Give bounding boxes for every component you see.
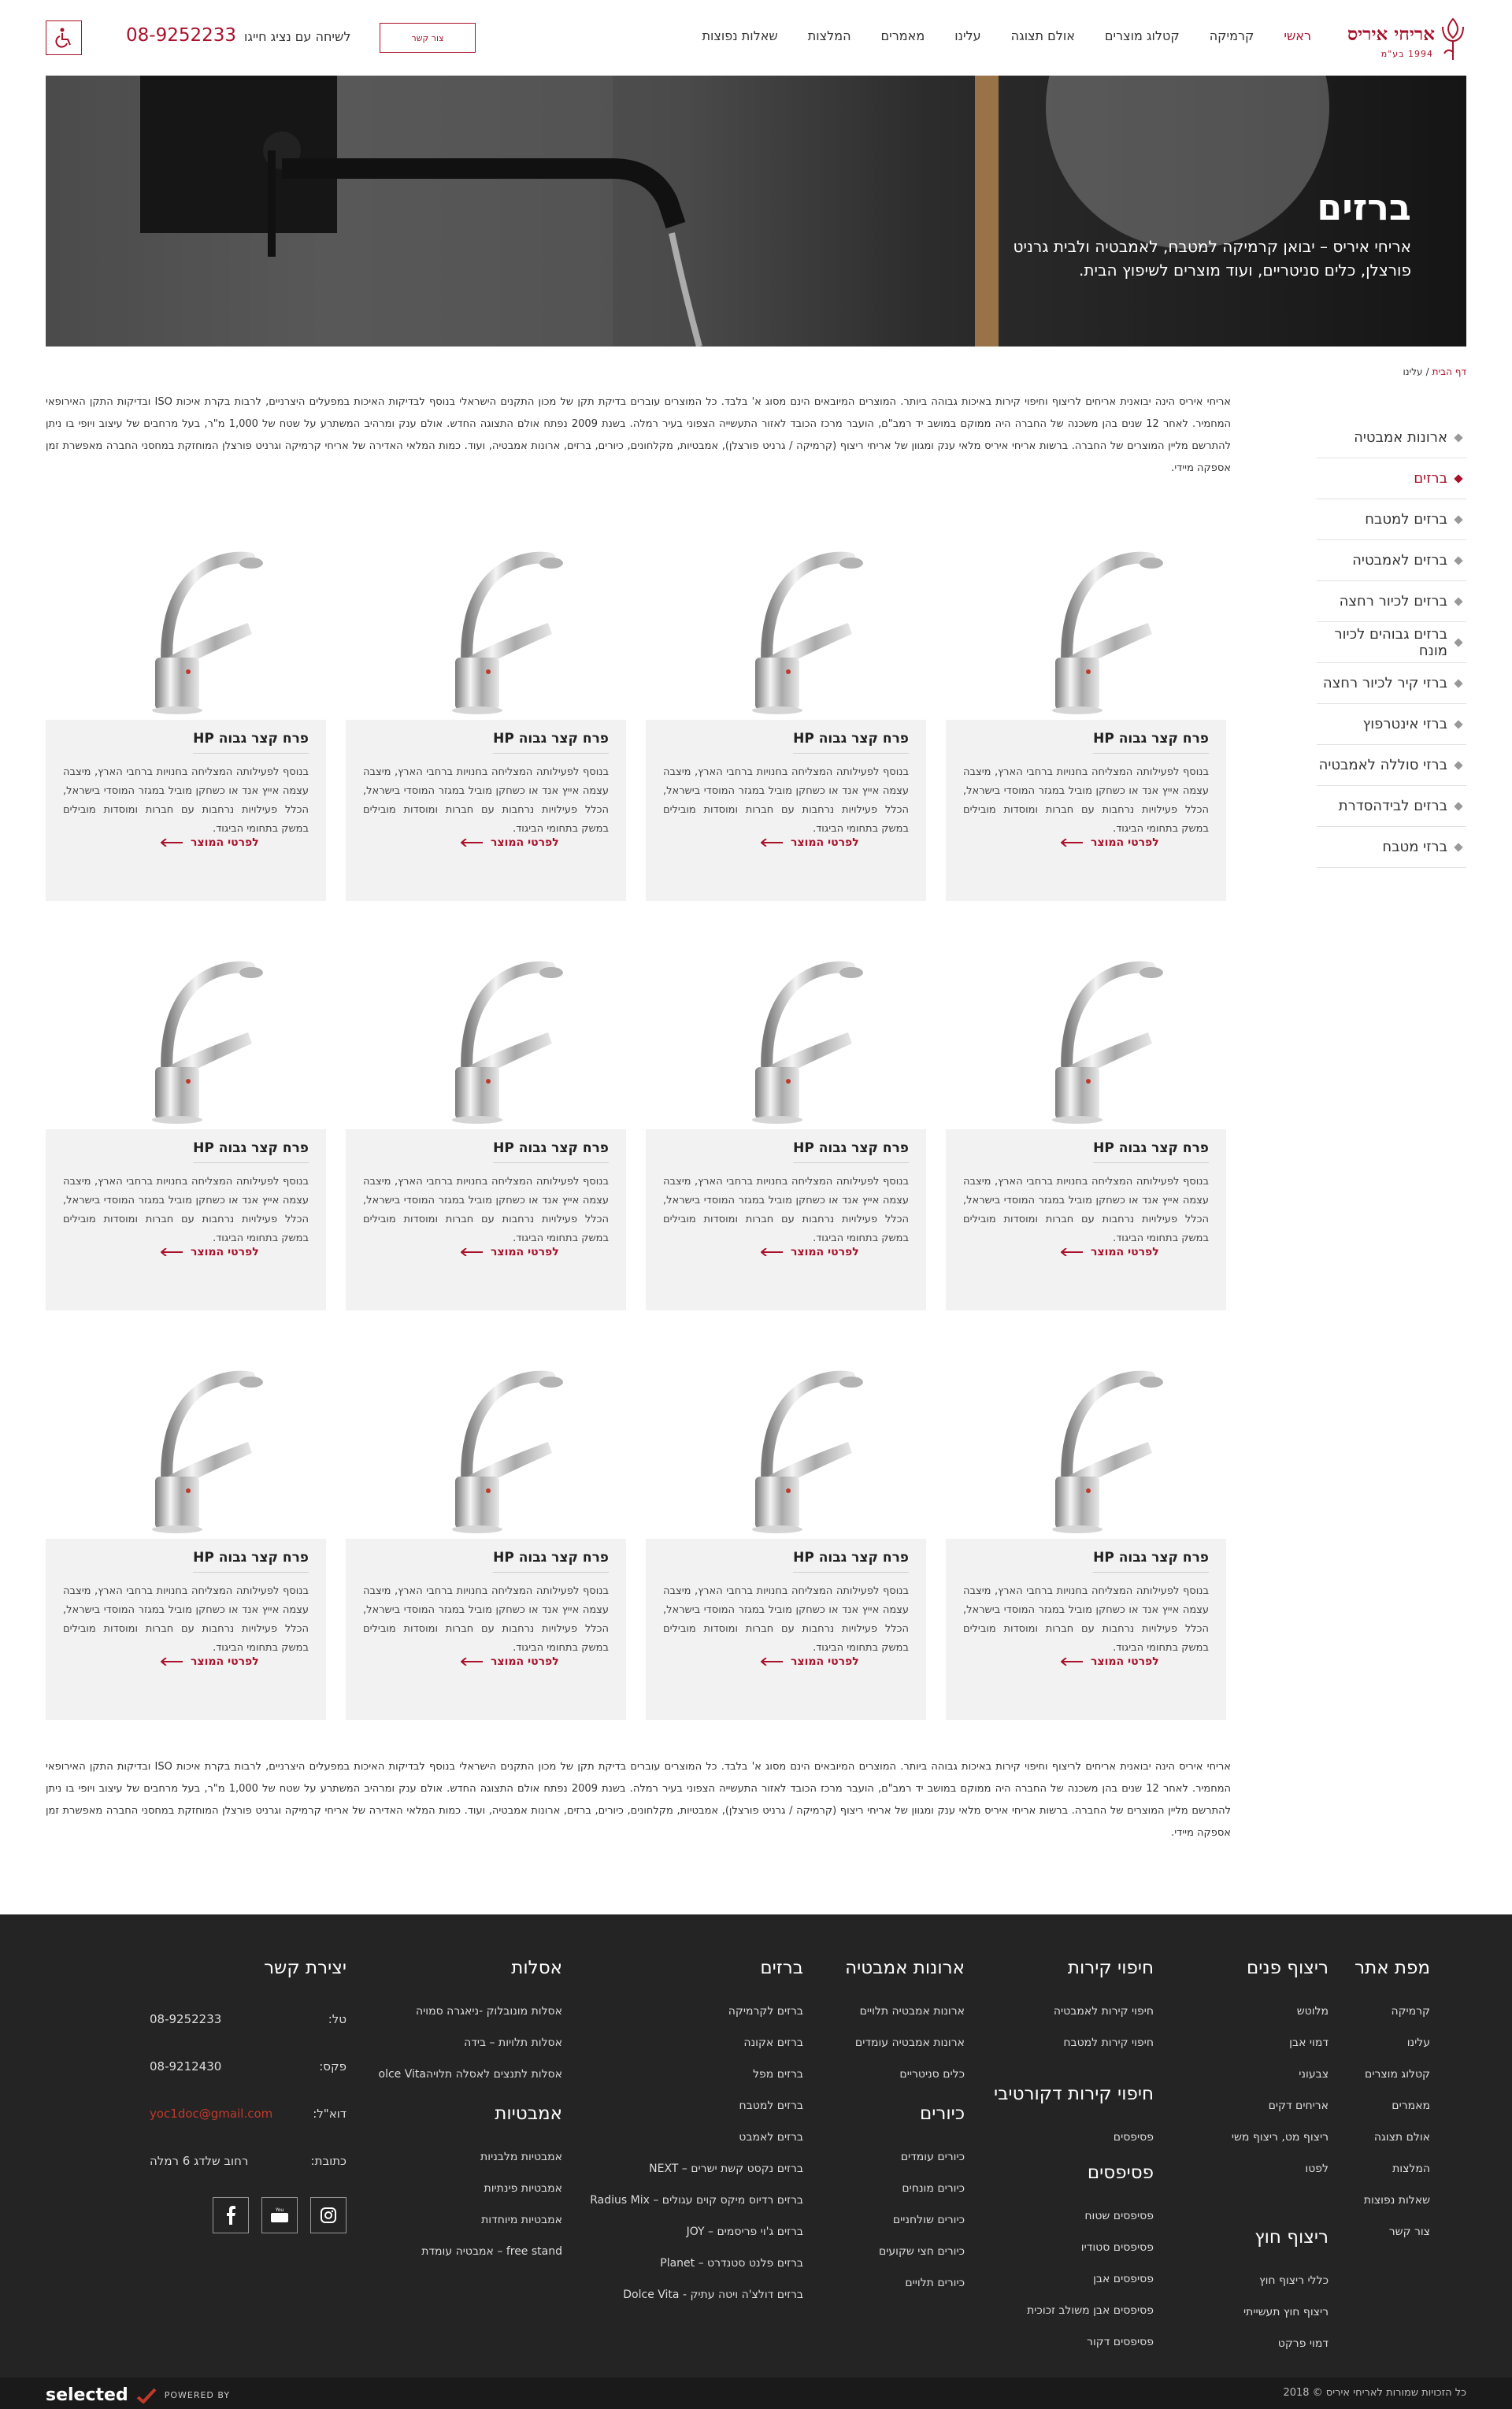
product-description: בנוסף לפעילותה המצליחה בחנויות ברחבי הארץ, מיצבה עצמה אייץ אנד או כשחקן מוביל במגזר המוסדי בישראל, הכלל פעילויות נרחבות עם חברות ומוסדות מובילים במשק בתחומי הביגוד. [363,766,609,835]
footer-link[interactable]: ברזים ג'וי פריסמים – JOY [686,2226,803,2238]
site-header [0,0,1512,76]
faucet-icon [395,946,576,1127]
product-image[interactable] [46,943,326,1129]
footer-column-title: מפת אתר [1354,1958,1430,1978]
product-details-link[interactable] [761,1246,859,1258]
arrow-left-icon [161,1248,183,1256]
arrow-left-icon [461,1658,483,1666]
footer-link[interactable]: פסיפסים אבן [1093,2273,1154,2285]
contact-row [150,2137,346,2185]
product-image[interactable] [346,1353,626,1539]
product-title[interactable]: פרח קצר גבוה HP [1093,1140,1209,1163]
arrow-left-icon [761,839,783,847]
arrow-left-icon [461,839,483,847]
product-card-body [46,1129,326,1310]
product-title[interactable]: פרח קצר גבוה HP [793,1550,909,1573]
product-title[interactable]: פרח קצר גבוה HP [193,731,309,754]
product-description: בנוסף לפעילותה המצליחה בחנויות ברחבי הארץ, מיצבה עצמה אייץ אנד או כשחקן מוביל במגזר המוסדי בישראל, הכלל פעילויות נרחבות עם חברות ומוסדות מובילים במשק בתחומי הביגוד. [963,1176,1209,1244]
outro-text: אריחי איריס הינה יבואנית אריחים לריצוף וחיפוי קירות באיכות גבוהה ביותר. המוצרים המיובאים הינם מסוג א' בלבד. כל המוצרים עוברים בדיקת תקן של מכון התקנים הישראלי בנוסף לבדיקות האיכות במפעלים היצרניים, לרבות בקרת איכות ISO ובדיקות התקן האירופאי המחמיר. לאחר 12 שנים בהן משכנה של החברה היה ממוקם במושב יד רמב"ם, הועבר מרכז הכובד לאזור התעשייה הצפוני בעיר רמלה. בשנת 2009 נפתח אולם התצוגה החדש. אולם ענק ומרהיב המשתרע על שטח של 1,000 מ"ר, בעל מרחבים של עיצוב ויופי בו ניתן להתרשם מליין המוצרים של החברה. ברשות אריחי איריס מלאי ענק ומגוון של אריחי ריצוף (קרמיקה / גרניט פורצלן), אמבטיות, מקלחונים, כיורים, ברזים, ארונות אמבטיה, ועוד. כמות המלאי האדירה של אריחי קרמיקה וגרניט פורצלן המוחזקת במחסני החברה מאפשרת זמן אספקה מיידי. [46,1761,1232,1839]
contact-label: דוא"ל: [313,2107,346,2121]
product-details-link[interactable] [461,1246,559,1258]
product-title[interactable]: פרח קצר גבוה HP [793,731,909,754]
footer-link[interactable]: קטלוג מוצרים [1365,2068,1430,2081]
footer-column-title: ריצוף חוץ [1254,2227,1329,2248]
footer-link[interactable]: המלצות [1392,2163,1430,2175]
faucet-icon [695,536,876,717]
nav-about[interactable]: עלינו [954,28,981,43]
footer-link[interactable]: מלוטש [1296,2005,1329,2018]
hero-title: ברזים [1317,186,1411,228]
powered-label: POWERED BY [164,2390,231,2400]
footer-column-title: ברזים [760,1958,803,1978]
arrow-left-icon [1061,1248,1083,1256]
footer-contact [150,1958,346,2233]
footer-column-title: אסלות [511,1958,562,1978]
footer-column [1054,1958,1154,2059]
contact-row [150,1996,346,2043]
product-card-body [646,1129,926,1310]
bottom-bar [0,2377,1512,2409]
footer-link[interactable]: ברזים פלנט סטנדרט – Planet [660,2257,803,2270]
breadcrumb-home[interactable]: דף הבית [1432,366,1466,377]
product-details-link[interactable] [1061,1246,1159,1258]
product-description: בנוסף לפעילותה המצליחה בחנויות ברחבי הארץ, מיצבה עצמה אייץ אנד או כשחקן מוביל במגזר המוסדי בישראל, הכלל פעילויות נרחבות עם חברות ומוסדות מובילים במשק בתחומי הביגוד. [963,766,1209,835]
powered-brand: selected [46,2385,128,2405]
breadcrumb [1403,366,1466,377]
nav-ceramics[interactable]: קרמיקה [1209,28,1254,43]
contact-button[interactable]: צור קשר [380,23,476,53]
product-image[interactable] [946,1353,1226,1539]
powered-by[interactable] [46,2385,230,2405]
product-card-body [346,720,626,901]
footer-column [1232,1958,1329,2185]
footer-link[interactable]: ארונות אמבטיה תלויים [859,2005,965,2018]
sidebar-item-label: ברזים לבידהסדרת [1338,798,1447,814]
product-description: בנוסף לפעילותה המצליחה בחנויות ברחבי הארץ, מיצבה עצמה אייץ אנד או כשחקן מוביל במגזר המוסדי בישראל, הכלל פעילויות נרחבות עם חברות ומוסדות מובילים במשק בתחומי הביגוד. [663,1176,909,1244]
sidebar-item[interactable] [1317,581,1466,622]
product-details-label: לפרטי המוצר [491,836,559,849]
footer-column [421,2103,562,2267]
product-details-label: לפרטי המוצר [791,836,859,849]
footer-column [845,1958,965,2090]
diamond-bullet-icon [1454,843,1462,851]
phone-number[interactable]: 08-9252233 [126,25,236,46]
faucet-icon [995,946,1177,1127]
product-description: בנוסף לפעילותה המצליחה בחנויות ברחבי הארץ, מיצבה עצמה אייץ אנד או כשחקן מוביל במגזר המוסדי בישראל, הכלל פעילויות נרחבות עם חברות ומוסדות מובילים במשק בתחומי הביגוד. [63,1176,309,1244]
footer-link[interactable]: קרמיקה [1391,2005,1430,2018]
footer-column [994,2084,1154,2153]
arrow-left-icon [461,1248,483,1256]
hero-text [939,186,1411,282]
footer-link[interactable]: פסיפסים אבן משולב זכוכית [1027,2304,1154,2317]
product-card[interactable] [946,943,1226,1310]
sidebar-item-label: ברזי אינטרפוץ [1362,716,1447,732]
footer-column [1354,1958,1430,2248]
footer-column-title: כיורים [920,2103,965,2124]
svg-text:You: You [275,2207,284,2213]
nav-showroom[interactable]: אולם תצוגה [1010,28,1075,43]
sidebar-item-label: ברזי סוללה לאמבטיה [1318,757,1447,773]
nav-catalog[interactable]: קטלוג מוצרים [1104,28,1180,43]
contact-value[interactable]: yoc1doc@gmail.com [150,2107,273,2121]
diamond-bullet-icon [1454,515,1462,524]
footer-link[interactable]: ריצוף חוץ תעשייתי [1243,2306,1329,2318]
faucet-icon [695,1355,876,1536]
phone-block [126,25,350,46]
arrow-left-icon [761,1658,783,1666]
footer-link[interactable]: ברזים מפל [753,2068,803,2081]
logo-name: אריחי איריס [1347,24,1435,45]
footer-link[interactable]: ברזים לקרמיקה [728,2005,803,2018]
iris-flower-icon [1440,17,1466,61]
footer-link[interactable]: דמוי אבן [1289,2037,1329,2049]
product-title[interactable]: פרח קצר גבוה HP [793,1140,909,1163]
product-card[interactable] [346,1353,626,1720]
product-details-label: לפרטי המוצר [491,1655,559,1668]
footer-link[interactable]: ברזים למטבח [739,2100,803,2112]
arrow-left-icon [161,1658,183,1666]
product-title[interactable]: פרח קצר גבוה HP [493,731,609,754]
footer-link[interactable]: פסיפסים דקור [1087,2336,1154,2348]
product-card[interactable] [646,534,926,901]
footer-link[interactable]: לפטו [1305,2163,1329,2175]
diamond-bullet-icon [1454,433,1462,442]
sidebar-item[interactable] [1317,704,1466,745]
footer-link[interactable]: free stand – אמבטיה עומדת [421,2245,562,2258]
category-sidebar [1317,417,1466,868]
footer-column [379,1958,562,2090]
product-image[interactable] [46,534,326,720]
footer-column [1243,2227,1329,2359]
breadcrumb-separator: / [1425,366,1429,377]
footer-link[interactable]: אסלות תלויות – בידה [464,2037,562,2049]
contact-label: טל: [328,2012,346,2026]
arrow-left-icon [761,1248,783,1256]
selected-check-icon [136,2388,157,2403]
footer-link[interactable]: אולם תצוגה [1373,2131,1430,2144]
product-card-body [646,1539,926,1720]
product-description: בנוסף לפעילותה המצליחה בחנויות ברחבי הארץ, מיצבה עצמה אייץ אנד או כשחקן מוביל במגזר המוסדי בישראל, הכלל פעילויות נרחבות עם חברות ומוסדות מובילים במשק בתחומי הביגוד. [363,1585,609,1654]
product-title[interactable]: פרח קצר גבוה HP [493,1140,609,1163]
product-card-body [946,720,1226,901]
product-description: בנוסף לפעילותה המצליחה בחנויות ברחבי הארץ, מיצבה עצמה אייץ אנד או כשחקן מוביל במגזר המוסדי בישראל, הכלל פעילויות נרחבות עם חברות ומוסדות מובילים במשק בתחומי הביגוד. [363,1176,609,1244]
logo[interactable] [1347,17,1466,65]
footer-link[interactable]: כיורים מונחים [902,2182,965,2195]
footer-link[interactable]: פסיפסים [1113,2131,1154,2144]
footer-column-title: אמבטיות [495,2103,562,2124]
footer-link[interactable]: ברזים נקסט קשת ישרים – NEXT [649,2163,803,2175]
product-card[interactable] [946,534,1226,901]
footer-link[interactable]: מאמרים [1392,2100,1430,2112]
sidebar-item-label: ברזים לאמבטיה [1352,552,1447,569]
footer-link[interactable]: כיורים עומדים [900,2151,965,2163]
product-card[interactable] [946,1353,1226,1720]
intro-text: אריחי איריס הינה יבואנית אריחים לריצוף וחיפוי קירות באיכות גבוהה ביותר. המוצרים המיובאים הינם מסוג א' בלבד. כל המוצרים עוברים בדיקת תקן של מכון התקנים הישראלי בנוסף לבדיקות האיכות במפעלים היצרניים, לרבות בקרת איכות ISO ובדיקות התקן האירופאי המחמיר. לאחר 12 שנים בהן משכנה של החברה היה ממוקם במושב יד רמב"ם, הועבר מרכז הכובד לאזור התעשייה הצפוני בעיר רמלה. בשנת 2009 נפתח אולם התצוגה החדש. אולם ענק ומרהיב המשתרע על שטח של 1,000 מ"ר, בעל מרחבים של עיצוב ויופי בו ניתן להתרשם מליין המוצרים של החברה. ברשות אריחי איריס מלאי ענק ומגוון של אריחי ריצוף (קרמיקה / גרניט פורצלן), אמבטיות, מקלחונים, כיורים, ברזים, ארונות אמבטיה, ועוד. כמות המלאי האדירה של אריחי קרמיקה וגרניט פורצלן המוחזקת במחסני החברה מאפשרת זמן אספקה מיידי. [46,396,1232,474]
youtube-icon[interactable] [261,2197,298,2233]
footer-link[interactable]: חיפוי קירות לאמבטיה [1053,2005,1154,2018]
sidebar-item-label: ברזים למטבח [1365,511,1447,528]
footer-column-title: פסיפסים [1087,2163,1154,2183]
product-details-link[interactable] [761,1655,859,1668]
footer-contact-title: יצירת קשר [264,1958,346,1978]
footer-link[interactable]: צור קשר [1388,2226,1430,2238]
breadcrumb-current: עלינו [1403,366,1423,377]
footer-link[interactable]: חיפוי קירות למטבח [1063,2037,1154,2049]
product-image[interactable] [646,1353,926,1539]
diamond-bullet-icon [1454,720,1462,728]
product-card[interactable] [46,943,326,1310]
product-details-label: לפרטי המוצר [191,1246,259,1258]
product-image[interactable] [946,943,1226,1129]
sidebar-item-label: ברזים [1414,470,1447,487]
diamond-bullet-icon [1454,761,1462,769]
product-details-link[interactable] [461,1655,559,1668]
social-links [150,2197,346,2233]
product-card-body [946,1539,1226,1720]
sidebar-item-label: ברזי מטבח [1382,839,1447,855]
product-details-label: לפרטי המוצר [1091,836,1159,849]
product-details-link[interactable] [161,1655,259,1668]
footer-column [590,1958,803,2311]
footer-column-title: ארונות אמבטיה [845,1958,965,1978]
diamond-bullet-icon [1454,474,1462,483]
faucet-icon [95,536,276,717]
footer-link[interactable]: אמבטיות מיוחדות [481,2214,562,2226]
contact-row [150,2090,346,2137]
footer-column-title: חיפוי קירות דקורטיבי [993,2084,1154,2104]
product-details-link[interactable] [1061,1655,1159,1668]
product-details-label: לפרטי המוצר [191,836,259,849]
product-details-label: לפרטי המוצר [191,1655,259,1668]
product-details-link[interactable] [461,836,559,849]
footer-link[interactable]: ברזים רדיוס מיקס קוים עגולים – Radius Mix [590,2194,803,2207]
sidebar-item-label: ארונות אמבטיה [1354,429,1447,446]
contact-label: כתובת: [310,2154,346,2168]
sidebar-item[interactable] [1317,827,1466,868]
product-details-link[interactable] [161,836,259,849]
sidebar-item[interactable] [1317,745,1466,786]
footer-link[interactable]: כיורים שולחניים [892,2214,965,2226]
nav-recommendations[interactable]: המלצות [807,28,851,43]
sidebar-item[interactable] [1317,540,1466,581]
product-description: בנוסף לפעילותה המצליחה בחנויות ברחבי הארץ, מיצבה עצמה אייץ אנד או כשחקן מוביל במגזר המוסדי בישראל, הכלל פעילויות נרחבות עם חברות ומוסדות מובילים במשק בתחומי הביגוד. [63,766,309,835]
diamond-bullet-icon [1454,556,1462,565]
product-image[interactable] [946,534,1226,720]
footer-link[interactable]: שאלות נפוצות [1363,2194,1430,2207]
product-card-body [346,1129,626,1310]
footer-link[interactable]: אמבטיות פינתיות [484,2182,562,2195]
footer-link[interactable]: ארונות אמבטיה עומדים [854,2037,965,2049]
product-details-label: לפרטי המוצר [1091,1655,1159,1668]
product-title[interactable]: פרח קצר גבוה HP [1093,731,1209,754]
product-description: בנוסף לפעילותה המצליחה בחנויות ברחבי הארץ, מיצבה עצמה אייץ אנד או כשחקן מוביל במגזר המוסדי בישראל, הכלל פעילויות נרחבות עם חברות ומוסדות מובילים במשק בתחומי הביגוד. [63,1585,309,1654]
product-details-link[interactable] [161,1246,259,1258]
footer-link[interactable]: אריחים דקים [1268,2100,1329,2112]
product-card[interactable] [346,534,626,901]
footer-link[interactable]: כלים סניטריים [899,2068,965,2081]
sidebar-item[interactable] [1317,663,1466,704]
product-details-label: לפרטי המוצר [791,1655,859,1668]
footer-column-title: חיפוי קירות [1067,1958,1154,1978]
accessibility-button[interactable] [46,20,82,55]
faucet-icon [95,946,276,1127]
sidebar-item-label: ברזים לכיור רחצה [1339,593,1447,610]
footer-link[interactable]: ריצוף מט, ריצוף משי [1231,2131,1329,2144]
arrow-left-icon [1061,839,1083,847]
faucet-icon [995,1355,1177,1536]
faucet-icon [395,1355,576,1536]
sidebar-item[interactable] [1317,499,1466,540]
arrow-left-icon [161,839,183,847]
contact-row [150,2043,346,2090]
contact-value[interactable]: 08-9212430 [150,2059,222,2074]
footer-link[interactable]: ברזים אקונה [743,2037,803,2049]
arrow-left-icon [1061,1658,1083,1666]
diamond-bullet-icon [1454,802,1462,810]
product-card[interactable] [46,1353,326,1720]
product-image[interactable] [646,534,926,720]
product-description: בנוסף לפעילותה המצליחה בחנויות ברחבי הארץ, מיצבה עצמה אייץ אנד או כשחקן מוביל במגזר המוסדי בישראל, הכלל פעילויות נרחבות עם חברות ומוסדות מובילים במשק בתחומי הביגוד. [663,766,909,835]
footer-column [1027,2163,1154,2358]
product-card[interactable] [46,534,326,901]
sidebar-item[interactable] [1317,458,1466,499]
nav-home[interactable]: ראשי [1284,28,1311,43]
footer-link[interactable]: עלינו [1406,2037,1430,2049]
faucet-icon [95,1355,276,1536]
footer-link[interactable]: אסלות לתנצים לאסלה תלויהolce Vita [378,2068,562,2081]
sidebar-item[interactable] [1317,786,1466,827]
product-details-link[interactable] [1061,836,1159,849]
wheelchair-icon [54,28,73,48]
product-image[interactable] [346,534,626,720]
footer-link[interactable]: פסיפסים סטודיו [1080,2241,1154,2254]
product-title[interactable]: פרח קצר גבוה HP [493,1550,609,1573]
copyright: כל הזכויות שמורות לאריחי איריס © 2018 [1283,2387,1466,2399]
contact-value[interactable]: 08-9252233 [150,2012,222,2026]
contact-value[interactable]: רחוב שלדג 6 רמלה [150,2154,249,2168]
footer-link[interactable]: כיורים חצי שקועים [878,2245,965,2258]
logo-subtitle: 1994 בע"מ [1380,49,1433,59]
footer-link[interactable]: כיורים תלויים [905,2277,965,2289]
diamond-bullet-icon [1454,638,1462,647]
phone-label: לשיחה עם נציג חייגו [244,29,351,44]
footer-link[interactable]: ברזים לאמבט [739,2131,803,2144]
footer-link[interactable]: אמבטיות מלבניות [480,2151,562,2163]
product-image[interactable] [346,943,626,1129]
footer-link[interactable]: ברזים דולצ'ה ויטה עתיק - Dolce Vita [623,2289,803,2301]
contact-label: פקס: [319,2059,346,2074]
instagram-icon[interactable] [310,2197,346,2233]
product-card-body [46,1539,326,1720]
product-card-body [46,720,326,901]
product-title[interactable]: פרח קצר גבוה HP [1093,1550,1209,1573]
diamond-bullet-icon [1454,597,1462,606]
product-details-label: לפרטי המוצר [1091,1246,1159,1258]
nav-articles[interactable]: מאמרים [880,28,925,43]
product-card-body [646,720,926,901]
product-title[interactable]: פרח קצר גבוה HP [193,1550,309,1573]
product-card-body [346,1539,626,1720]
sidebar-item[interactable] [1317,417,1466,458]
site-footer [0,1914,1512,2377]
footer-link[interactable]: כללי ריצוף חוץ [1259,2274,1329,2287]
facebook-icon[interactable] [213,2197,249,2233]
product-image[interactable] [46,1353,326,1539]
hero-subtitle: אריחי איריס – יבואן קרמיקה למטבח, לאמבטיה ולבית גרניט פורצלן, כלים סניטריים, ועוד מוצרים לשיפוץ הבית. [1013,237,1411,280]
product-card[interactable] [646,1353,926,1720]
product-description: בנוסף לפעילותה המצליחה בחנויות ברחבי הארץ, מיצבה עצמה אייץ אנד או כשחקן מוביל במגזר המוסדי בישראל, הכלל פעילויות נרחבות עם חברות ומוסדות מובילים במשק בתחומי הביגוד. [663,1585,909,1654]
sidebar-item[interactable] [1317,622,1466,663]
product-details-link[interactable] [761,836,859,849]
sidebar-item-label: ברזי קיר לכיור רחצה [1322,675,1447,691]
nav-faq[interactable]: שאלות נפוצות [702,28,778,43]
product-details-label: לפרטי המוצר [791,1246,859,1258]
product-card[interactable] [346,943,626,1310]
footer-link[interactable]: פסיפסים שטוח [1084,2210,1154,2222]
footer-link[interactable]: צבעוני [1299,2068,1329,2081]
product-title[interactable]: פרח קצר גבוה HP [193,1140,309,1163]
faucet-icon [395,536,576,717]
product-image[interactable] [646,943,926,1129]
faucet-icon [995,536,1177,717]
main-nav [702,28,1311,43]
footer-link[interactable]: אסלות מונובלוק -ניאגרה סמויה [416,2005,562,2018]
faucet-icon [695,946,876,1127]
hero-banner [46,76,1466,347]
product-card[interactable] [646,943,926,1310]
product-description: בנוסף לפעילותה המצליחה בחנויות ברחבי הארץ, מיצבה עצמה אייץ אנד או כשחקן מוביל במגזר המוסדי בישראל, הכלל פעילויות נרחבות עם חברות ומוסדות מובילים במשק בתחומי הביגוד. [963,1585,1209,1654]
footer-link[interactable]: דמוי פרקט [1277,2337,1329,2350]
product-details-label: לפרטי המוצר [491,1246,559,1258]
product-card-body [946,1129,1226,1310]
diamond-bullet-icon [1454,679,1462,687]
sidebar-item-label: ברזים גבוהים לכיור מונח [1334,625,1447,659]
footer-column [879,2103,965,2299]
footer-column-title: ריצוף פנים [1246,1958,1329,1978]
